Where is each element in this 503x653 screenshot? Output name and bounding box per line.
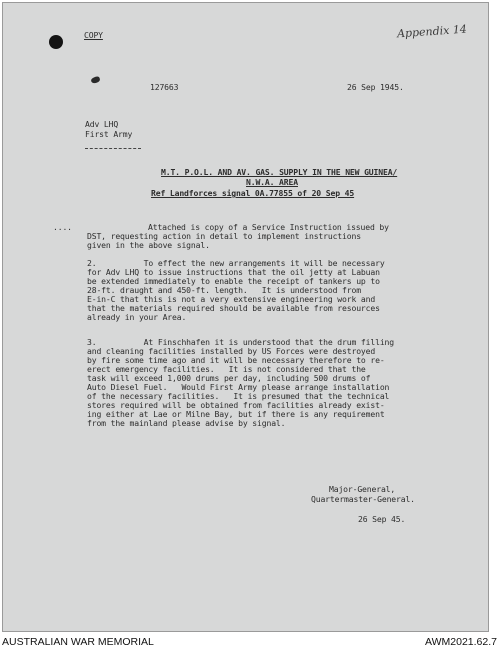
text-line: ing either at Lae or Milne Bay, but if there is any requirement — [87, 409, 385, 419]
text-line: stores required will be obtained from facilities already exist- — [87, 400, 385, 410]
text-line: 28-ft. draught and 450-ft. length. It is understood from — [87, 285, 361, 295]
addressee-underline — [85, 148, 141, 149]
reference-line: Ref Landforces signal 0A.77855 of 20 Sep 45 — [151, 188, 355, 198]
addressee-line-2: First Army — [85, 129, 133, 139]
text-line: 3. At Finschhafen it is understood that the drum filling — [87, 337, 394, 347]
text-line: and cleaning facilities installed by US Forces were destroyed — [87, 346, 376, 356]
subject-line-1: M.T. P.O.L. AND AV. GAS. SUPPLY IN THE NEW GUINEA/ — [161, 167, 398, 177]
text-line: Auto Diesel Fuel. Would First Army please arrange installation — [87, 382, 390, 392]
text-line: 2. To effect the new arrangements it will be necessary — [87, 258, 385, 268]
signature-title: Quartermaster-General. — [311, 494, 415, 504]
footer-archive-name: AUSTRALIAN WAR MEMORIAL — [2, 636, 154, 648]
document-date: 26 Sep 1945. — [347, 82, 404, 92]
subject-line-2: N.W.A. AREA — [246, 177, 298, 187]
text-line: from the mainland please advise by signal. — [87, 418, 286, 428]
signature-date: 26 Sep 45. — [358, 514, 406, 524]
document-page — [2, 2, 489, 632]
text-line: be extended immediately to enable the receipt of tankers up to — [87, 276, 380, 286]
ink-blot — [90, 76, 101, 85]
text-line: by fire some time ago and it will be necessary therefore to re- — [87, 355, 385, 365]
text-line: given in the above signal. — [87, 240, 210, 250]
text-line: DST, requesting action in detail to implement instructions — [87, 231, 361, 241]
text-line: already in your Area. — [87, 312, 187, 322]
signature-rank: Major-General, — [329, 484, 396, 494]
text-line: of the necessary facilities. It is presumed that the technical — [87, 391, 390, 401]
text-line: that the materials required should be available from resources — [87, 303, 380, 313]
handwritten-annotation: Appendix 14 — [396, 22, 468, 41]
punch-hole — [49, 35, 63, 49]
text-line: erect emergency facilities. It is not considered that the — [87, 364, 366, 374]
footer-accession-number: AWM2021.62.7 — [425, 636, 497, 648]
text-line: Attached is copy of a Service Instruction issued by — [148, 222, 389, 232]
copy-label: COPY — [84, 30, 103, 40]
reference-number: 127663 — [150, 82, 179, 92]
addressee-line-1: Adv LHQ — [85, 119, 119, 129]
text-line: task will exceed 1,000 drums per day, including 500 drums of — [87, 373, 371, 383]
text-line: for Adv LHQ to issue instructions that the oil jetty at Labuan — [87, 267, 380, 277]
margin-mark: .... — [53, 222, 72, 232]
text-line: E-in-C that this is not a very extensive engineering work and — [87, 294, 376, 304]
